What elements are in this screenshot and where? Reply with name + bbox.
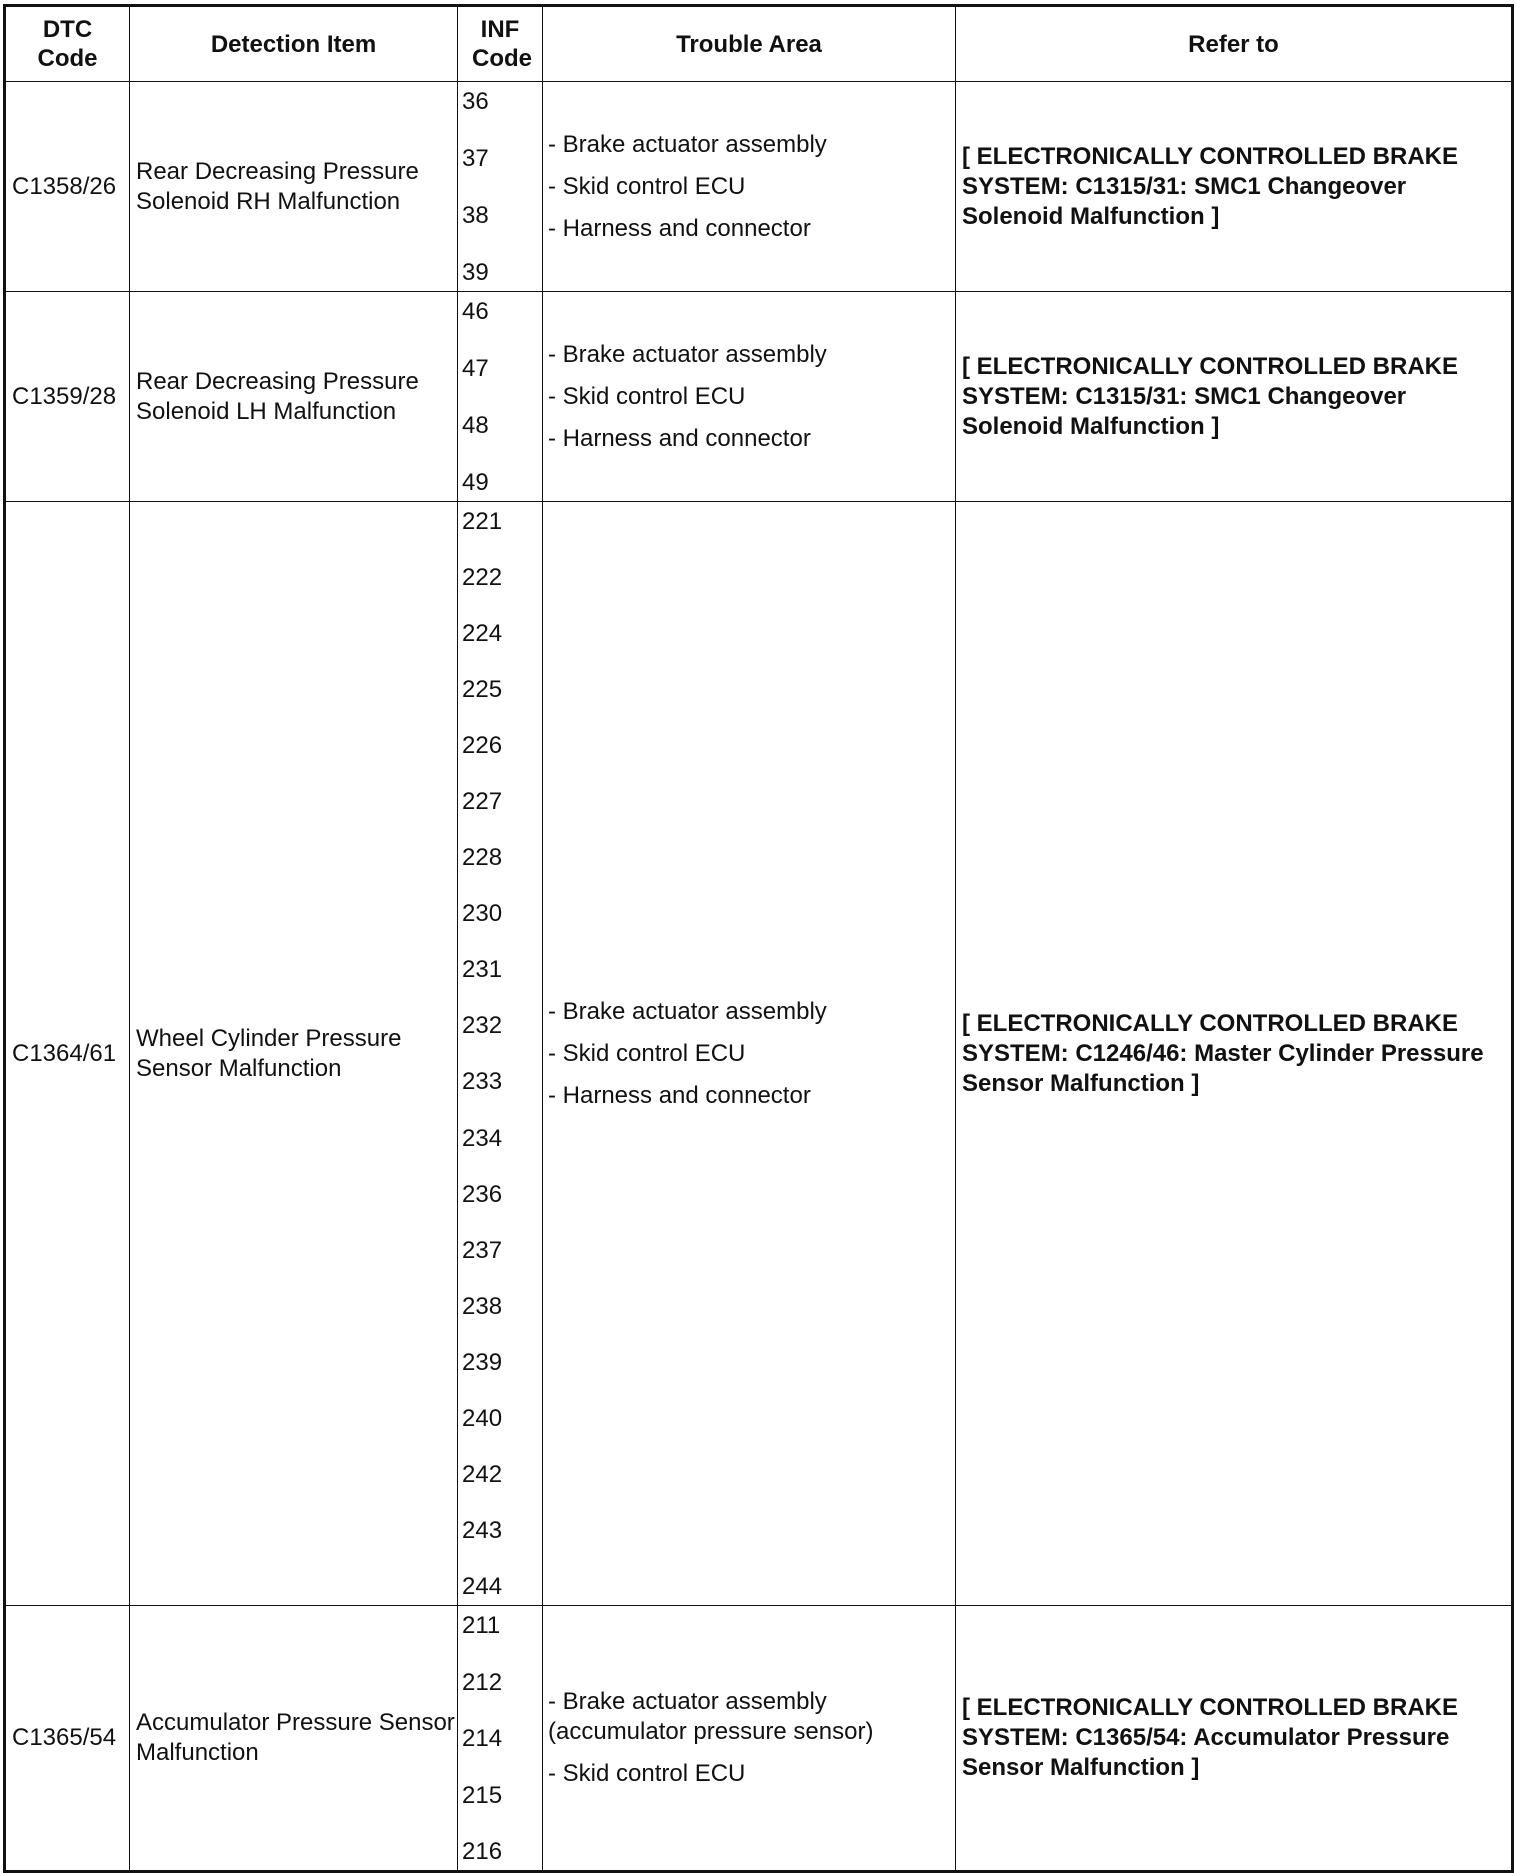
detection-item-cell: Wheel Cylinder Pressure Sensor Malfunction xyxy=(130,502,458,1606)
trouble-area-item: - Brake actuator assembly (accumulator pressure sensor) xyxy=(548,1688,874,1745)
trouble-area-item: - Harness and connector xyxy=(548,214,811,242)
inf-code: 48 xyxy=(462,412,489,439)
inf-code: 230 xyxy=(462,900,503,928)
inf-code: 222 xyxy=(462,564,503,592)
trouble-area-item: - Skid control ECU xyxy=(548,172,746,200)
inf-code-cell xyxy=(458,292,543,502)
inf-code: 46 xyxy=(462,298,489,325)
table-row xyxy=(5,292,1513,502)
refer-to-cell: [ ELECTRONICALLY CONTROLLED BRAKE SYSTEM: C1315/31: SMC1 Changeover Solenoid Malfunction ] xyxy=(956,292,1513,502)
inf-code-list xyxy=(462,502,542,1605)
dtc-code-cell: C1359/28 xyxy=(5,292,130,502)
inf-code: 243 xyxy=(462,1516,503,1544)
header-inf-code: INF Code xyxy=(458,6,543,82)
inf-code: 240 xyxy=(462,1404,503,1432)
header-detection-item: Detection Item xyxy=(130,6,458,82)
inf-code: 226 xyxy=(462,732,503,760)
trouble-area-item: - Skid control ECU xyxy=(548,382,746,410)
inf-code: 236 xyxy=(462,1180,503,1208)
inf-code-list xyxy=(462,1606,542,1870)
inf-code: 221 xyxy=(462,508,503,535)
inf-code: 232 xyxy=(462,1012,503,1040)
inf-code-list xyxy=(462,292,542,501)
trouble-area-cell xyxy=(543,292,956,502)
trouble-area-item: - Skid control ECU xyxy=(548,1760,746,1787)
inf-code: 38 xyxy=(462,202,489,229)
trouble-area-cell xyxy=(543,502,956,1606)
trouble-area-item: - Harness and connector xyxy=(548,424,811,452)
inf-code: 216 xyxy=(462,1838,503,1865)
inf-code: 47 xyxy=(462,355,489,382)
detection-item-cell: Accumulator Pressure Sensor Malfunction xyxy=(130,1606,458,1872)
inf-code-cell xyxy=(458,502,543,1606)
refer-to-cell: [ ELECTRONICALLY CONTROLLED BRAKE SYSTEM: C1246/46: Master Cylinder Pressure Sensor Malfunction ] xyxy=(956,502,1513,1606)
inf-code: 239 xyxy=(462,1348,503,1376)
inf-code: 228 xyxy=(462,844,503,872)
inf-code: 225 xyxy=(462,676,503,704)
inf-code: 211 xyxy=(462,1612,501,1639)
inf-code: 234 xyxy=(462,1124,503,1152)
inf-code: 237 xyxy=(462,1236,503,1264)
inf-code-cell xyxy=(458,1606,543,1872)
inf-code: 224 xyxy=(462,620,503,648)
trouble-area-item: - Harness and connector xyxy=(548,1081,811,1109)
inf-code: 233 xyxy=(462,1068,503,1096)
inf-code: 39 xyxy=(462,259,489,286)
inf-code: 49 xyxy=(462,469,489,496)
table-row xyxy=(5,502,1513,1606)
inf-code: 37 xyxy=(462,145,489,172)
detection-item-cell: Rear Decreasing Pressure Solenoid RH Malfunction xyxy=(130,82,458,292)
header-trouble-area: Trouble Area xyxy=(543,6,956,82)
table-row xyxy=(5,1606,1513,1872)
dtc-code-cell: C1365/54 xyxy=(5,1606,130,1872)
inf-code: 231 xyxy=(462,956,503,984)
header-dtc-code: DTC Code xyxy=(5,6,130,82)
inf-code: 36 xyxy=(462,88,489,115)
inf-code: 215 xyxy=(462,1781,503,1809)
trouble-area-item: - Brake actuator assembly xyxy=(548,340,827,368)
inf-code: 212 xyxy=(462,1668,503,1696)
table-row xyxy=(5,82,1513,292)
table-body xyxy=(5,82,1513,1872)
trouble-area-item: - Brake actuator assembly xyxy=(548,130,827,158)
inf-code: 227 xyxy=(462,788,503,816)
trouble-area-cell xyxy=(543,1606,956,1872)
inf-code-list xyxy=(462,82,542,291)
refer-to-cell: [ ELECTRONICALLY CONTROLLED BRAKE SYSTEM: C1315/31: SMC1 Changeover Solenoid Malfunction ] xyxy=(956,82,1513,292)
dtc-code-cell: C1364/61 xyxy=(5,502,130,1606)
inf-code: 214 xyxy=(462,1725,503,1752)
trouble-area-cell xyxy=(543,82,956,292)
dtc-table xyxy=(3,4,1514,1873)
header-row xyxy=(5,6,1513,82)
refer-to-cell: [ ELECTRONICALLY CONTROLLED BRAKE SYSTEM: C1365/54: Accumulator Pressure Sensor Malfunction ] xyxy=(956,1606,1513,1872)
header-refer-to: Refer to xyxy=(956,6,1513,82)
trouble-area-item: - Brake actuator assembly xyxy=(548,997,827,1025)
trouble-area-item: - Skid control ECU xyxy=(548,1039,746,1067)
dtc-code-cell: C1358/26 xyxy=(5,82,130,292)
inf-code: 244 xyxy=(462,1572,503,1600)
detection-item-cell: Rear Decreasing Pressure Solenoid LH Malfunction xyxy=(130,292,458,502)
inf-code-cell xyxy=(458,82,543,292)
inf-code: 242 xyxy=(462,1460,503,1488)
inf-code: 238 xyxy=(462,1292,503,1320)
